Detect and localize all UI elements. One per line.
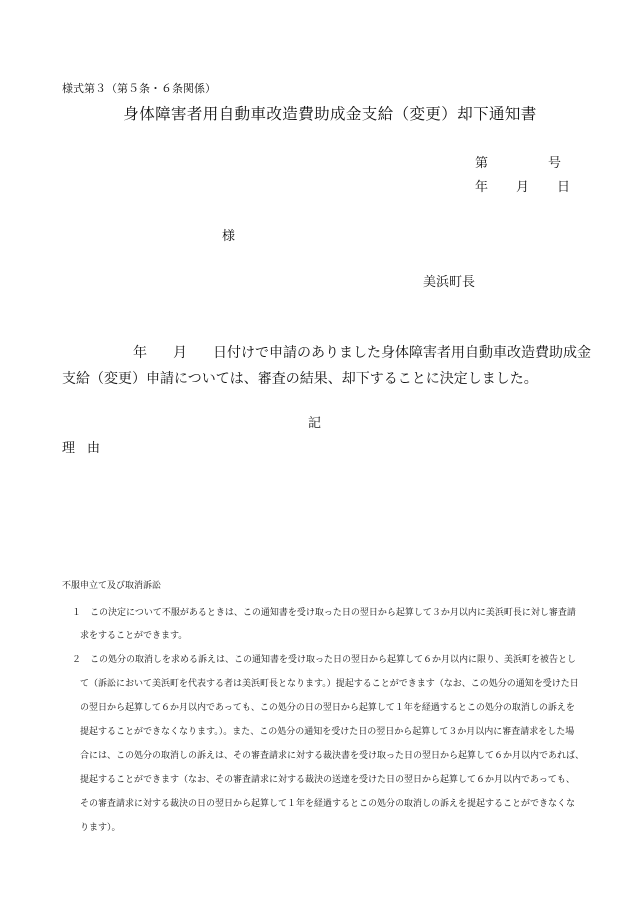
appeal-item-2-line: て（訴訟において美浜町を代表する者は美浜町長となります。）提起することができます（なお、この処分の通知を受けた日 [80, 679, 579, 689]
document-number [475, 152, 561, 171]
body-year: 年 [133, 345, 147, 361]
body-line-1 [133, 342, 591, 362]
appeal-item-1-line: 求をすることができます。 [80, 631, 188, 641]
appeal-item-1-number: １ [72, 608, 82, 618]
appeal-item-2-line: 提起することができます（なお、その審査請求に対する裁決の送達を受けた日の翌日から起算して６か月以内であっても、 [80, 775, 575, 785]
document-title: 身体障害者用自動車改造費助成金支給（変更）却下通知書 [123, 105, 537, 123]
recipient-honorific: 様 [222, 229, 236, 244]
date-year: 年 [475, 180, 489, 195]
appeal-item-2-line: その審査請求に対する裁決の日の翌日から起算して１年を経過するとこの処分の取消しの訴えを提起することができなくな [80, 799, 576, 809]
date-day: 日 [557, 180, 571, 195]
appeal-item-1-line: この決定について不服があるときは、この通知書を受け取った日の翌日から起算して３か月以内に美浜町長に対し審査請 [90, 608, 576, 618]
body-line-2: 支給（変更）申請については、審査の結果、却下することに決定しました。 [62, 371, 538, 387]
date-month: 月 [516, 180, 530, 195]
number-suffix: 号 [548, 156, 562, 171]
appeal-item-2-line: の翌日から起算して６か月以内であっても、この処分の日の翌日から起算して１年を経過するとこの処分の取消しの訴えを [80, 703, 575, 713]
body-month: 月 [173, 345, 187, 361]
appeal-item-2-number: ２ [72, 655, 82, 665]
appeal-item-2-line: 提起することができなくなります。）。また、この処分の通知を受けた日の翌日から起算して３か月以内に審査請求をした場 [80, 727, 575, 737]
appeal-item-2-line: 合には、この処分の取消しの訴えは、その審査請求に対する裁決書を受け取った日の翌日から起算して６か月以内であれば、 [80, 751, 585, 761]
appeal-heading: 不服申立て及び取消訴訟 [62, 581, 162, 591]
reason-char-2: 由 [87, 441, 101, 456]
appeal-item-2-line: ります）。 [80, 823, 121, 833]
body-text-1: 日付けで申請のありました身体障害者用自動車改造費助成金 [213, 345, 591, 361]
issuer-name: 美浜町長 [423, 275, 476, 290]
form-number: 様式第３（第５条・６条関係） [62, 82, 216, 95]
number-prefix: 第 [475, 156, 489, 171]
document-date [475, 176, 570, 195]
reason-char-1: 理 [62, 441, 76, 456]
ki-heading: 記 [308, 416, 322, 431]
appeal-item-2-line: この処分の取消しを求める訴えは、この通知書を受け取った日の翌日から起算して６か月以内に限り、美浜町を被告とし [90, 655, 577, 665]
reason-heading [62, 437, 100, 456]
